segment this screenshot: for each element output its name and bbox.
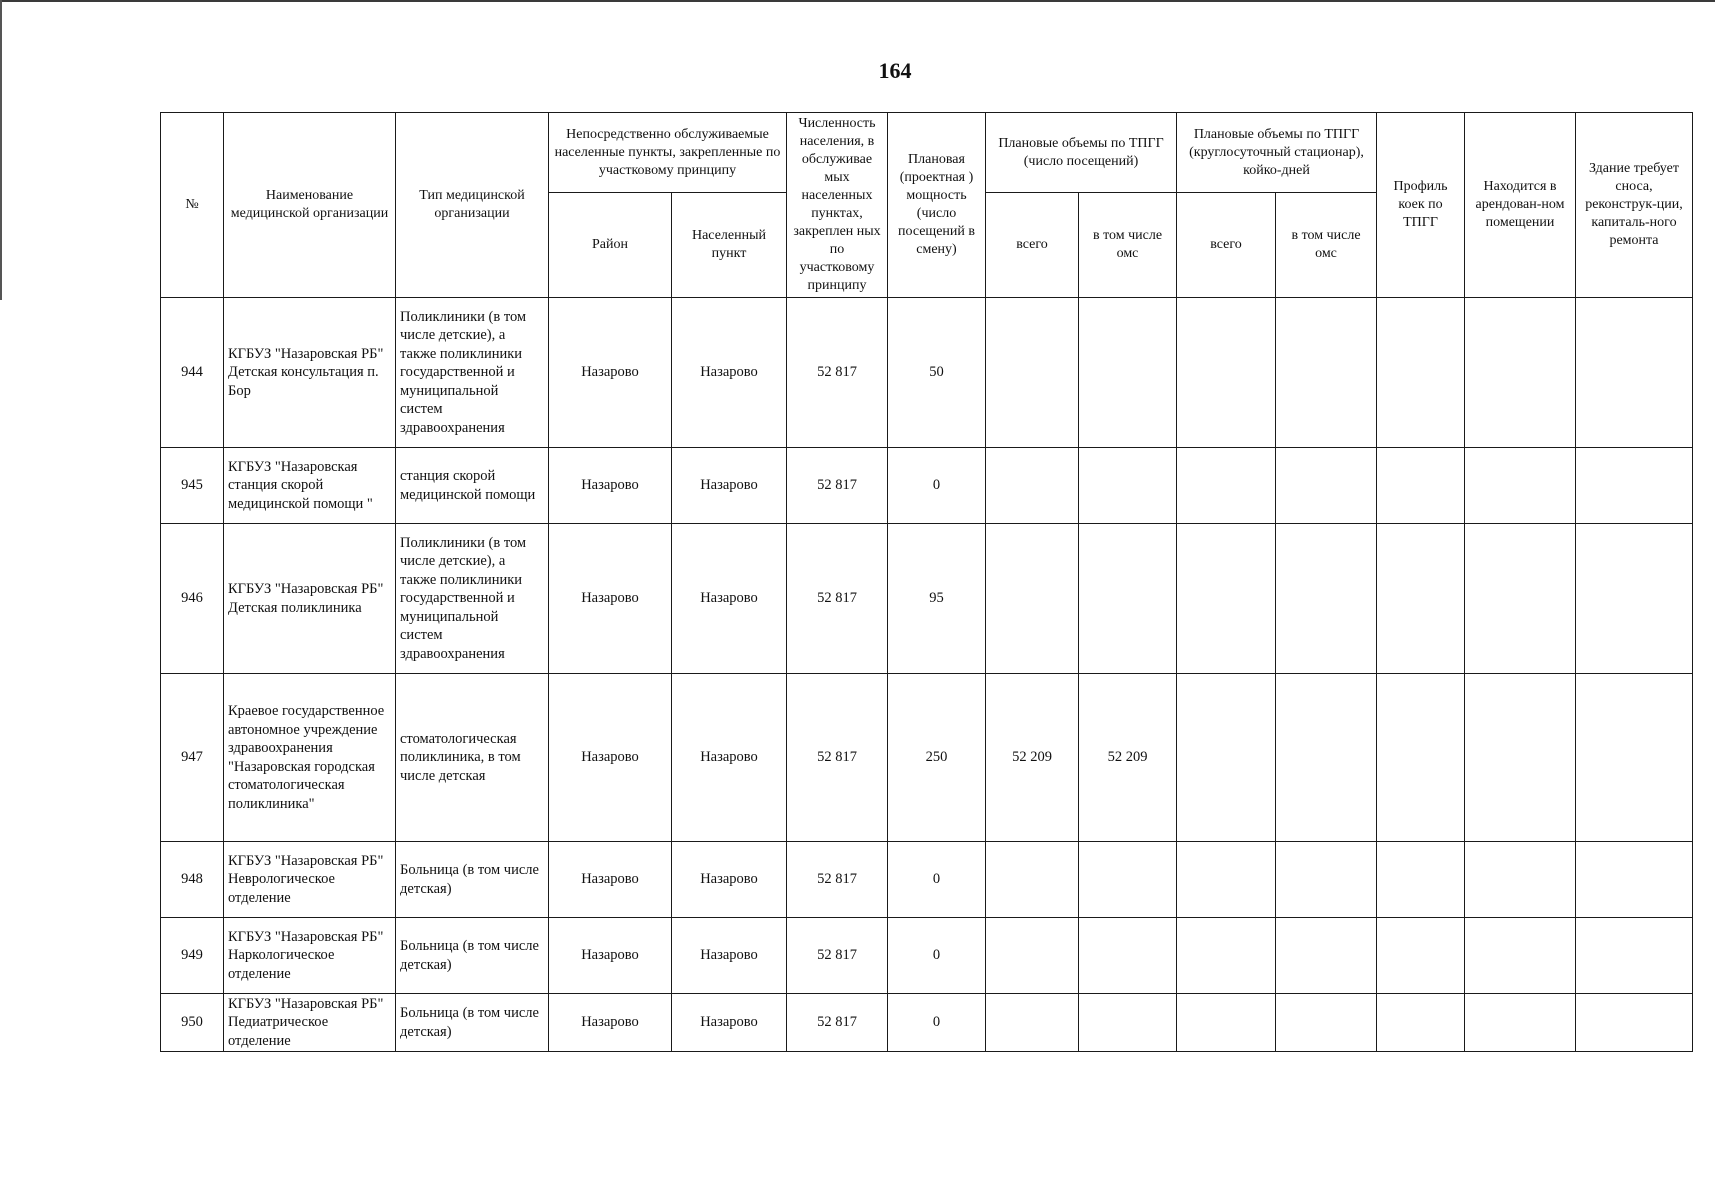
cell-org-name: Краевое государственное автономное учреждение здравоохранения "Назаровская городская стоматологическая поликлиника" xyxy=(224,674,396,842)
cell-visits-total xyxy=(986,524,1079,674)
table-row xyxy=(161,918,1693,994)
cell-district: Назарово xyxy=(549,842,672,918)
table-body xyxy=(161,298,1693,1052)
cell-settlement: Назарово xyxy=(672,298,787,448)
cell-org-name: КГБУЗ "Назаровская РБ" Педиатрическое отделение xyxy=(224,994,396,1052)
cell-rented xyxy=(1465,842,1576,918)
cell-visits-oms xyxy=(1079,918,1177,994)
table-row xyxy=(161,674,1693,842)
cell-repair xyxy=(1576,674,1693,842)
col-beds-oms-header: в том числе омс xyxy=(1276,193,1377,298)
col-population-header: Численность населения, в обслуживае мых населенных пунктах, закреплен ных по участковому принципу xyxy=(787,113,888,298)
cell-visits-total xyxy=(986,918,1079,994)
cell-beds-total xyxy=(1177,524,1276,674)
col-visits-oms-header: в том числе омс xyxy=(1079,193,1177,298)
cell-beds-total xyxy=(1177,298,1276,448)
cell-settlement: Назарово xyxy=(672,918,787,994)
cell-org-name: КГБУЗ "Назаровская станция скорой медицинской помощи " xyxy=(224,448,396,524)
cell-population: 52 817 xyxy=(787,524,888,674)
cell-population: 52 817 xyxy=(787,994,888,1052)
table-row xyxy=(161,524,1693,674)
cell-beds-profile xyxy=(1377,524,1465,674)
cell-visits-oms xyxy=(1079,842,1177,918)
cell-org-type: Больница (в том числе детская) xyxy=(396,994,549,1052)
cell-beds-oms xyxy=(1276,842,1377,918)
table-row xyxy=(161,842,1693,918)
cell-visits-total xyxy=(986,994,1079,1052)
cell-repair xyxy=(1576,842,1693,918)
facilities-table xyxy=(160,112,1693,1052)
cell-population: 52 817 xyxy=(787,674,888,842)
cell-settlement: Назарово xyxy=(672,674,787,842)
cell-visits-oms xyxy=(1079,448,1177,524)
cell-org-name: КГБУЗ "Назаровская РБ" Неврологическое отделение xyxy=(224,842,396,918)
col-district-header: Район xyxy=(549,193,672,298)
table-row xyxy=(161,448,1693,524)
cell-repair xyxy=(1576,298,1693,448)
cell-rented xyxy=(1465,918,1576,994)
cell-num: 947 xyxy=(161,674,224,842)
table-row xyxy=(161,994,1693,1052)
col-settlements-group-header: Непосредственно обслуживаемые населенные пункты, закрепленные по участковому принципу xyxy=(549,113,787,193)
table-row xyxy=(161,298,1693,448)
cell-beds-oms xyxy=(1276,994,1377,1052)
col-tpgg-visits-group-header: Плановые объемы по ТПГГ (число посещений) xyxy=(986,113,1177,193)
cell-visits-oms xyxy=(1079,298,1177,448)
cell-org-name: КГБУЗ "Назаровская РБ" Детская консультация п. Бор xyxy=(224,298,396,448)
cell-beds-oms xyxy=(1276,524,1377,674)
cell-repair xyxy=(1576,448,1693,524)
cell-org-name: КГБУЗ "Назаровская РБ" Наркологическое отделение xyxy=(224,918,396,994)
col-settlement-header: Населенный пункт xyxy=(672,193,787,298)
cell-beds-profile xyxy=(1377,842,1465,918)
page-number: 164 xyxy=(878,58,912,83)
cell-capacity: 0 xyxy=(888,918,986,994)
cell-beds-profile xyxy=(1377,918,1465,994)
cell-repair xyxy=(1576,994,1693,1052)
cell-org-type: Поликлиники (в том числе детские), а также поликлиники государственной и муниципальной систем здравоохранения xyxy=(396,524,549,674)
cell-repair xyxy=(1576,524,1693,674)
cell-visits-total xyxy=(986,842,1079,918)
cell-beds-profile xyxy=(1377,674,1465,842)
cell-settlement: Назарово xyxy=(672,524,787,674)
cell-visits-total xyxy=(986,298,1079,448)
col-beds-total-header: всего xyxy=(1177,193,1276,298)
cell-settlement: Назарово xyxy=(672,842,787,918)
cell-capacity: 50 xyxy=(888,298,986,448)
cell-beds-oms xyxy=(1276,918,1377,994)
col-num-header: № xyxy=(161,113,224,298)
cell-org-type: Больница (в том числе детская) xyxy=(396,918,549,994)
cell-beds-total xyxy=(1177,918,1276,994)
cell-org-type: Поликлиники (в том числе детские), а также поликлиники государственной и муниципальной систем здравоохранения xyxy=(396,298,549,448)
cell-beds-profile xyxy=(1377,994,1465,1052)
cell-num: 946 xyxy=(161,524,224,674)
cell-beds-profile xyxy=(1377,448,1465,524)
cell-population: 52 817 xyxy=(787,918,888,994)
cell-population: 52 817 xyxy=(787,842,888,918)
cell-rented xyxy=(1465,448,1576,524)
col-repair-header: Здание требует сноса, реконструк-ции, капиталь-ного ремонта xyxy=(1576,113,1693,298)
cell-capacity: 0 xyxy=(888,842,986,918)
cell-settlement: Назарово xyxy=(672,994,787,1052)
cell-org-type: Больница (в том числе детская) xyxy=(396,842,549,918)
cell-rented xyxy=(1465,524,1576,674)
cell-settlement: Назарово xyxy=(672,448,787,524)
cell-beds-total xyxy=(1177,842,1276,918)
cell-num: 945 xyxy=(161,448,224,524)
cell-repair xyxy=(1576,918,1693,994)
col-org-type-header: Тип медицинской организации xyxy=(396,113,549,298)
cell-beds-profile xyxy=(1377,298,1465,448)
cell-district: Назарово xyxy=(549,994,672,1052)
col-tpgg-beds-group-header: Плановые объемы по ТПГГ (круглосуточный стационар), койко-дней xyxy=(1177,113,1377,193)
cell-district: Назарово xyxy=(549,918,672,994)
cell-visits-oms xyxy=(1079,994,1177,1052)
cell-org-type: станция скорой медицинской помощи xyxy=(396,448,549,524)
cell-capacity: 250 xyxy=(888,674,986,842)
cell-beds-total xyxy=(1177,994,1276,1052)
cell-district: Назарово xyxy=(549,524,672,674)
col-rented-header: Находится в арендован-ном помещении xyxy=(1465,113,1576,298)
cell-num: 949 xyxy=(161,918,224,994)
cell-visits-total xyxy=(986,448,1079,524)
cell-beds-oms xyxy=(1276,298,1377,448)
cell-district: Назарово xyxy=(549,298,672,448)
scan-edge-left xyxy=(0,0,2,300)
cell-beds-oms xyxy=(1276,674,1377,842)
cell-num: 944 xyxy=(161,298,224,448)
cell-population: 52 817 xyxy=(787,448,888,524)
scan-edge-top xyxy=(0,0,1715,2)
cell-district: Назарово xyxy=(549,674,672,842)
cell-capacity: 95 xyxy=(888,524,986,674)
cell-org-type: стоматологическая поликлиника, в том числе детская xyxy=(396,674,549,842)
cell-visits-oms: 52 209 xyxy=(1079,674,1177,842)
cell-rented xyxy=(1465,994,1576,1052)
cell-population: 52 817 xyxy=(787,298,888,448)
cell-visits-total: 52 209 xyxy=(986,674,1079,842)
cell-num: 950 xyxy=(161,994,224,1052)
cell-capacity: 0 xyxy=(888,994,986,1052)
cell-beds-oms xyxy=(1276,448,1377,524)
cell-beds-total xyxy=(1177,448,1276,524)
cell-rented xyxy=(1465,674,1576,842)
cell-org-name: КГБУЗ "Назаровская РБ" Детская поликлиника xyxy=(224,524,396,674)
cell-num: 948 xyxy=(161,842,224,918)
col-beds-profile-header: Профиль коек по ТПГГ xyxy=(1377,113,1465,298)
cell-visits-oms xyxy=(1079,524,1177,674)
cell-district: Назарово xyxy=(549,448,672,524)
cell-beds-total xyxy=(1177,674,1276,842)
col-org-name-header: Наименование медицинской организации xyxy=(224,113,396,298)
cell-rented xyxy=(1465,298,1576,448)
cell-capacity: 0 xyxy=(888,448,986,524)
table-header xyxy=(161,113,1693,298)
col-visits-total-header: всего xyxy=(986,193,1079,298)
col-capacity-header: Плановая (проектная ) мощность (число посещений в смену) xyxy=(888,113,986,298)
